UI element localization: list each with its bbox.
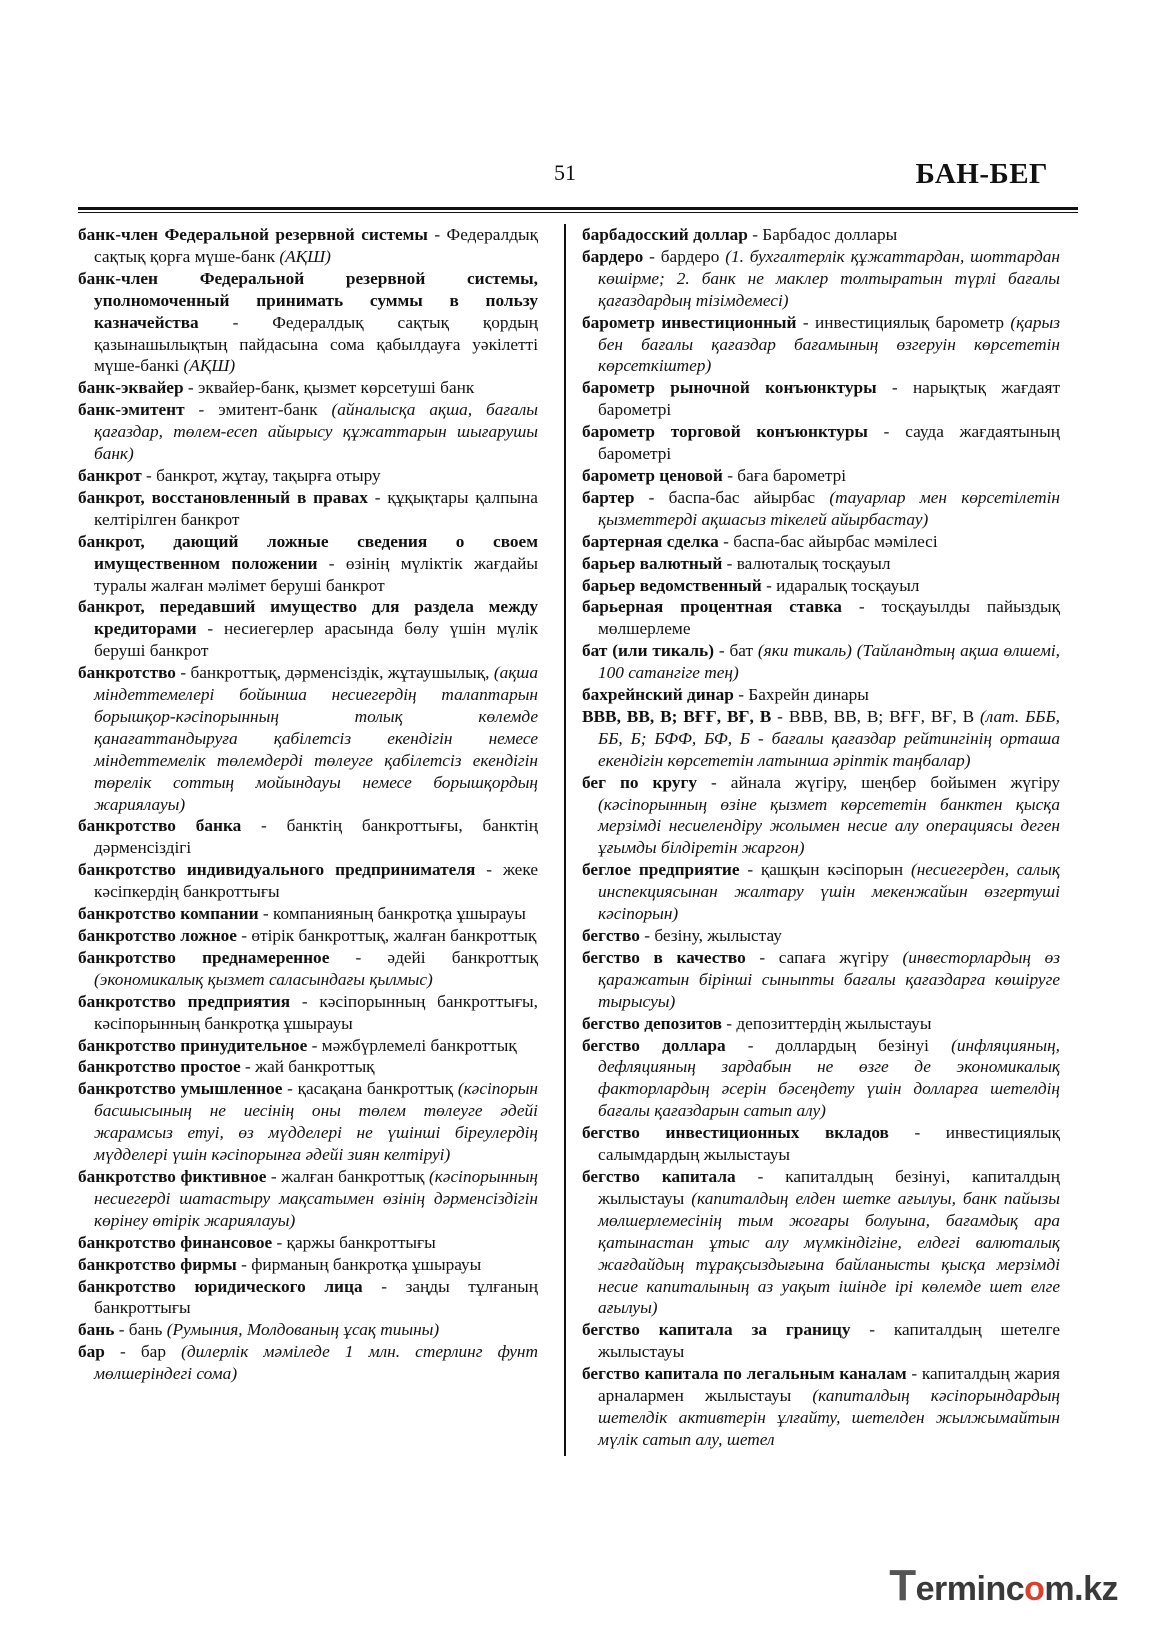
- entry-term: барометр инвестиционный: [582, 312, 797, 332]
- dictionary-entry: [78, 947, 538, 991]
- entry-separator: -: [725, 1035, 776, 1055]
- entry-note: (несиегерден, салық инспекциясынан жалтару үшін мекенжайын өзгертуші кәсіпорын): [598, 860, 1060, 924]
- entry-term: банк-эмитент: [78, 400, 185, 420]
- dictionary-entry: [582, 706, 1060, 772]
- entry-term: барометр ценовой: [582, 465, 723, 485]
- dictionary-entry: [78, 596, 538, 662]
- entry-definition: инвестициялық салымдардың жылыстауы: [598, 1123, 1060, 1165]
- entry-term: ВВВ, ВВ, В; ВҒҒ, ВҒ, В: [582, 706, 772, 726]
- dictionary-entry: [78, 1276, 538, 1320]
- dictionary-entry: [582, 421, 1060, 465]
- entry-term: банкротство ложное: [78, 926, 237, 945]
- entry-note: (қарыз бен бағалы қағаздар бағамының өзгеруін көрсететін көрсеткіштер): [598, 312, 1060, 376]
- entry-definition: доллардың безінуі: [775, 1035, 952, 1055]
- dictionary-entry: [582, 640, 1060, 684]
- entry-term: банкротство компании: [78, 904, 259, 924]
- dictionary-entry: [78, 815, 538, 859]
- entry-definition: бат: [729, 641, 758, 661]
- entry-definition: валюталық тосқауыл: [736, 553, 891, 573]
- entry-definition: банкрот, жұтау, тақырға отыру: [156, 465, 381, 485]
- entry-separator: -: [329, 947, 388, 967]
- entry-separator: -: [634, 487, 669, 507]
- entry-separator: -: [841, 597, 882, 617]
- entry-term: банкрот, восстановленный в правах: [78, 487, 368, 507]
- watermark-logo: [889, 1561, 1118, 1611]
- entry-definition: эмитент-банк: [218, 400, 332, 420]
- dictionary-entry: [78, 991, 538, 1035]
- entry-definition: бань: [128, 1320, 167, 1340]
- entry-separator: -: [236, 1254, 252, 1274]
- entry-term: бегство инвестиционных вкладов: [582, 1123, 889, 1143]
- entry-separator: -: [722, 465, 738, 485]
- entry-separator: -: [272, 1232, 287, 1252]
- entry-definition: баспа-бас айырбас: [668, 487, 830, 507]
- entry-separator: -: [733, 685, 749, 705]
- dictionary-entry: [582, 487, 1060, 531]
- entry-term: банкрот, передавший имущество для раздела между кредиторами: [78, 597, 538, 639]
- entry-definition: әдейі банкроттық: [387, 947, 538, 967]
- entry-note: (яки тикаль) (Тайландтың ақша өлшемі, 100 сатангігe тең): [598, 641, 1060, 683]
- dictionary-entry: [582, 1013, 1060, 1035]
- entry-definition: сауда жағдаятының барометрі: [598, 422, 1061, 464]
- dictionary-entry: [78, 925, 538, 947]
- dictionary-entry: [582, 772, 1060, 860]
- entry-separator: -: [771, 706, 789, 726]
- dictionary-entry: [582, 553, 1060, 575]
- entry-note: (айналысқа ақша, бағалы қағаздар, төлем-есеп айырысу құжаттарын шығарушы банк): [94, 400, 538, 464]
- watermark-o: o: [1024, 1570, 1045, 1608]
- entry-term: банкрот, дающий ложные сведения о своем имущественном положении: [78, 531, 538, 573]
- right-column: [582, 224, 1060, 1451]
- dictionary-entry: [78, 377, 538, 399]
- entry-separator: -: [282, 1079, 298, 1099]
- entry-note: (тауарлар мен көрсетілетін қызметтерді ақшасыз тікелей айырбастау): [598, 487, 1060, 529]
- entry-definition: нарықтық жағдаят барометрі: [598, 378, 1061, 420]
- entry-definition: ВВВ, ВВ, В; ВҒҒ, ВҒ, В: [788, 706, 981, 726]
- entry-term: барьер ведомственный: [582, 575, 762, 595]
- dictionary-entry: [582, 859, 1060, 925]
- entry-separator: -: [175, 663, 191, 683]
- dictionary-entry: [78, 1254, 538, 1276]
- entry-separator: -: [639, 926, 655, 945]
- dictionary-entry: [78, 662, 538, 815]
- dictionary-entry: [582, 925, 1060, 947]
- entry-term: банкрот: [78, 465, 142, 485]
- entry-definition: фирманың банкротқа ұшырауы: [251, 1254, 482, 1274]
- entry-separator: -: [240, 1057, 256, 1077]
- entry-definition: құқықтары қалпына келтірілген банкрот: [94, 487, 538, 529]
- entry-term: бегство капитала за границу: [582, 1320, 851, 1340]
- entry-definition: банктің банкроттығы, банктің дәрменсіздігі: [94, 816, 538, 858]
- entry-definition: безіну, жылыстау: [654, 926, 782, 945]
- dictionary-entry: [582, 1122, 1060, 1166]
- entry-definition: несиегерлер арасында бөлу үшін мүлік беруші банкрот: [94, 619, 538, 661]
- entry-separator: -: [735, 1166, 786, 1186]
- entry-term: барометр торговой конъюнктуры: [582, 422, 868, 442]
- entry-term: бегство депозитов: [582, 1013, 722, 1033]
- entry-definition: капиталдың безінуі, капиталдың жылыстауы: [598, 1166, 1060, 1208]
- dictionary-entry: [78, 859, 538, 903]
- entry-separator: -: [718, 531, 734, 551]
- entry-term: бахрейнский динар: [582, 685, 734, 705]
- entry-term: банк-член Федеральной резервной системы, уполномоченный принимать суммы в пользу казначейства: [78, 268, 538, 332]
- entry-note: (АҚШ): [183, 356, 236, 376]
- entry-term: банкротство фирмы: [78, 1254, 237, 1274]
- dictionary-entry: [78, 903, 538, 925]
- entry-separator: -: [888, 1123, 946, 1143]
- column-divider: [564, 224, 566, 1456]
- entry-term: бардеро: [582, 246, 644, 266]
- entry-note: (инфляцияның, дефляцияның зардабын не өзге де экономикалық факторлардың әсерін бәсеңдету үшін долларға шетелдің бағалы қағаздарын сатып алу): [598, 1035, 1061, 1121]
- watermark-part2: m.kz: [1044, 1570, 1118, 1608]
- entry-term: бартерная сделка: [582, 531, 719, 551]
- entry-note: (АҚШ): [279, 246, 331, 266]
- header-rule: [78, 207, 1078, 210]
- entry-note: (лат. БББ, ББ, Б; БФФ, БФ, Б - бағалы қағаздар рейтингінің орташа екендігін көрсететін латынша әріптік таңбалар): [598, 706, 1060, 770]
- entry-term: бегство капитала по легальным каналам: [582, 1364, 907, 1384]
- entry-definition: идаралық тосқауыл: [776, 575, 920, 595]
- entry-separator: -: [241, 816, 287, 836]
- dictionary-entry: [78, 399, 538, 465]
- entry-separator: -: [198, 312, 273, 332]
- entry-separator: -: [307, 1035, 322, 1055]
- entry-separator: -: [475, 860, 503, 880]
- entry-note: (экономикалық қызмет саласындағы қылмыс): [94, 969, 433, 989]
- entry-definition: өтірік банкроттық, жалған банкроттық: [251, 926, 537, 945]
- entry-definition: қасақана банкроттық: [297, 1079, 458, 1099]
- entry-definition: заңды тұлғаның банкроттығы: [94, 1276, 538, 1318]
- entry-separator: -: [236, 926, 252, 945]
- entry-term: барбадосский доллар: [582, 225, 748, 244]
- entry-separator: -: [713, 641, 730, 661]
- dictionary-entry: [78, 465, 538, 487]
- entry-separator: -: [796, 312, 816, 332]
- dictionary-entry: [582, 684, 1060, 706]
- dictionary-entry: [582, 312, 1060, 378]
- entry-definition: қашқын кәсіпорын: [760, 860, 911, 880]
- dictionary-entry: [582, 1363, 1060, 1451]
- entry-separator: -: [183, 378, 198, 398]
- entry-term: банкротство финансовое: [78, 1232, 273, 1252]
- running-head: БАН-БЕГ: [915, 158, 1048, 190]
- entry-term: бат (или тикаль): [582, 641, 714, 661]
- entry-term: банк-член Федеральной резервной системы: [78, 225, 428, 244]
- dictionary-entry: [78, 1232, 538, 1254]
- entry-term: бегство: [582, 926, 640, 945]
- entry-definition: баға барометрі: [737, 465, 847, 485]
- entry-separator: -: [114, 1320, 129, 1340]
- dictionary-entry: [78, 1035, 538, 1057]
- entry-definition: мәжбүрлемелі банкроттық: [321, 1035, 517, 1055]
- watermark-t: T: [889, 1561, 916, 1610]
- entry-term: бань: [78, 1320, 115, 1340]
- dictionary-entry: [582, 246, 1060, 312]
- entry-separator: -: [721, 1013, 737, 1033]
- dictionary-entry: [582, 224, 1060, 246]
- entry-separator: -: [290, 991, 320, 1011]
- dictionary-entry: [78, 487, 538, 531]
- entry-term: барометр рыночной конъюнктуры: [582, 378, 877, 398]
- entry-separator: -: [643, 246, 661, 266]
- entry-term: банкротство принудительное: [78, 1035, 308, 1055]
- entry-note: (ақша міндеттемелері бойынша несиегердің талаптарын борышқор-кәсіпорынның толық көлемде қанағаттандыруға қабілетсіз екендігін немесе міндеттемелік төлемдерді төлеуге қабілетсіз екендігін төрелік соттың мойындауы немесе борышқордың жариялауы): [94, 663, 538, 814]
- entry-term: барьерная процентная ставка: [582, 597, 842, 617]
- entry-note: (инвесторлардың өз қаражатын бірінші сыныпты бағалы қағаздарға көшіруге тырысуы): [598, 947, 1060, 1011]
- entry-definition: сапаға жүгіру: [778, 947, 903, 967]
- entry-definition: қаржы банкроттығы: [286, 1232, 436, 1252]
- entry-definition: бар: [140, 1342, 182, 1362]
- entry-separator: -: [141, 465, 157, 485]
- entry-definition: компанияның банкротқа ұшырауы: [272, 904, 526, 924]
- dictionary-entry: [582, 575, 1060, 597]
- entry-definition: бардеро: [660, 246, 726, 266]
- entry-term: банкротство простое: [78, 1057, 241, 1077]
- entry-term: бар: [78, 1342, 105, 1362]
- entry-term: банкротство фиктивное: [78, 1166, 267, 1186]
- entry-term: банкротство индивидуального предпринимателя: [78, 860, 476, 880]
- dictionary-entry: [78, 268, 538, 378]
- dictionary-entry: [582, 377, 1060, 421]
- entry-definition: Федералдық сақтық қордың қазынашылықтың пайдасына сома қабылдауға уәкілетті мүше-банкі: [94, 312, 538, 376]
- entry-separator: -: [362, 1276, 406, 1296]
- entry-term: бартер: [582, 487, 635, 507]
- entry-note: (1. бухгалтерлік құжаттардан, шоттардан көшірме; 2. банк не маклер толтыратын түрлі бағалы қағаздардың тізімдемесі): [598, 246, 1060, 310]
- entry-separator: -: [258, 904, 273, 924]
- dictionary-entry: [582, 1035, 1060, 1123]
- entry-definition: өзінің мүліктік жағдайы туралы жалған мәлімет беруші банкрот: [94, 553, 538, 595]
- entry-separator: -: [739, 860, 761, 880]
- entry-note: (капиталдың елден шетке ағылуы, банк пайызы мөлшерлемесінің тым жоғары болуына, бағамдық ара қатынастан ұтыс алу мүмкіндігіне, елдегі валюталық жағдайдың тұрақсыздығына байланысты қысқа мерзімді несие капиталының аз уақыт ішінде ірі көлемде шет елге ағылуы): [598, 1188, 1060, 1318]
- entry-separator: -: [761, 575, 777, 595]
- entry-term: банкротство предприятия: [78, 991, 291, 1011]
- watermark-part1: erminc: [915, 1570, 1025, 1608]
- entry-note: (дилерлік мәміледе 1 млн. стерлинг фунт мөлшеріндегі сома): [94, 1342, 538, 1384]
- entry-separator: -: [747, 225, 763, 244]
- dictionary-entry: [78, 531, 538, 597]
- entry-separator: -: [196, 619, 224, 639]
- entry-note: (Румыния, Молдованың ұсақ тиыны): [166, 1320, 440, 1340]
- header-rule-thin: [78, 212, 1078, 213]
- dictionary-entry: [78, 1319, 538, 1341]
- entry-separator: -: [850, 1320, 894, 1340]
- dictionary-entry: [582, 596, 1060, 640]
- entry-note: (кәсіпорынның несиегерді шатастыру мақсатымен өзінің дәрменсіздігін көрінеу өтірік жариялауы): [94, 1166, 538, 1230]
- entry-definition: баспа-бас айырбас мәмілесі: [733, 531, 938, 551]
- entry-term: барьер валютный: [582, 553, 723, 573]
- entry-note: (кәсіпорынның өзіне қызмет көрсететін банктен қысқа мерзімді несиелендіру жолымен несие алу операциясы деген ұғымды білдіретін жаргон): [598, 794, 1060, 858]
- entry-definition: Бахрейн динары: [748, 685, 869, 705]
- dictionary-entry: [582, 947, 1060, 1013]
- dictionary-entry: [582, 465, 1060, 487]
- entry-definition: Барбадос доллары: [762, 225, 898, 244]
- entry-separator: -: [722, 553, 737, 573]
- entry-term: бегство доллара: [582, 1035, 726, 1055]
- entry-term: банкротство умышленное: [78, 1079, 283, 1099]
- entry-term: банкротство преднамеренное: [78, 947, 330, 967]
- entry-separator: -: [906, 1364, 922, 1384]
- entry-term: банкротство банка: [78, 816, 242, 836]
- entry-separator: -: [104, 1342, 141, 1362]
- entry-term: бег по кругу: [582, 772, 698, 792]
- entry-separator: -: [876, 378, 913, 398]
- entry-definition: капиталдың шетелге жылыстауы: [598, 1320, 1060, 1362]
- dictionary-entry: [582, 1166, 1060, 1319]
- entry-separator: -: [867, 422, 906, 442]
- entry-definition: айнала жүгіру, шеңбер бойымен жүгіру: [730, 772, 1060, 792]
- entry-term: беглое предприятие: [582, 860, 740, 880]
- entry-separator: -: [745, 947, 779, 967]
- entry-separator: -: [184, 400, 219, 420]
- dictionary-entry: [78, 1166, 538, 1232]
- dictionary-entry: [78, 1056, 538, 1078]
- entry-note: (кәсіпорын басшысының не иесінің оны төлем төлеуге әдейі жарамсыз етуі, өз мүдделері не үшінші біреулердің мүдделері үшін кәсіпорынға әдейі зиян келтіруі): [94, 1079, 538, 1165]
- entry-definition: тосқауылды пайыздық мөлшерлеме: [598, 597, 1060, 639]
- entry-definition: банкроттық, дәрменсіздік, жұтаушылық,: [190, 663, 494, 683]
- entry-definition: жай банкроттық: [255, 1057, 375, 1077]
- entry-separator: -: [266, 1166, 282, 1186]
- left-column: [78, 224, 538, 1385]
- entry-definition: жалған банкроттық: [281, 1166, 429, 1186]
- entry-definition: инвестициялық барометр: [815, 312, 1011, 332]
- entry-separator: -: [427, 225, 447, 244]
- entry-note: (капиталдың кәсіпорындардың шетелдік активтерін ұлғайту, шетелден жылжымайтын мүлік сатып алу, шетел: [598, 1386, 1060, 1449]
- entry-term: бегство капитала: [582, 1166, 736, 1186]
- entry-separator: -: [367, 487, 388, 507]
- entry-term: бегство в качество: [582, 947, 746, 967]
- entry-term: банкротство юридического лица: [78, 1276, 363, 1296]
- dictionary-entry: [78, 224, 538, 268]
- entry-definition: эквайер-банк, қызмет көрсетуші банк: [198, 378, 475, 398]
- dictionary-entry: [78, 1078, 538, 1166]
- entry-term: банк-эквайер: [78, 378, 184, 398]
- entry-separator: -: [697, 772, 731, 792]
- entry-definition: Федералдық сақтық қорға мүше-банк: [94, 225, 538, 266]
- entry-definition: депозиттердің жылыстауы: [736, 1013, 932, 1033]
- entry-term: банкротство: [78, 663, 176, 683]
- dictionary-entry: [582, 1319, 1060, 1363]
- entry-definition: жеке кәсіпкердің банкроттығы: [94, 860, 538, 902]
- entry-definition: капиталдың жария арналармен жылыстауы: [598, 1364, 1060, 1406]
- page-number: 51: [554, 160, 576, 185]
- dictionary-entry: [582, 531, 1060, 553]
- dictionary-entry: [78, 1341, 538, 1385]
- entry-separator: -: [317, 553, 346, 573]
- entry-definition: кәсіпорынның банкроттығы, кәсіпорынның банкротқа ұшырауы: [94, 991, 538, 1033]
